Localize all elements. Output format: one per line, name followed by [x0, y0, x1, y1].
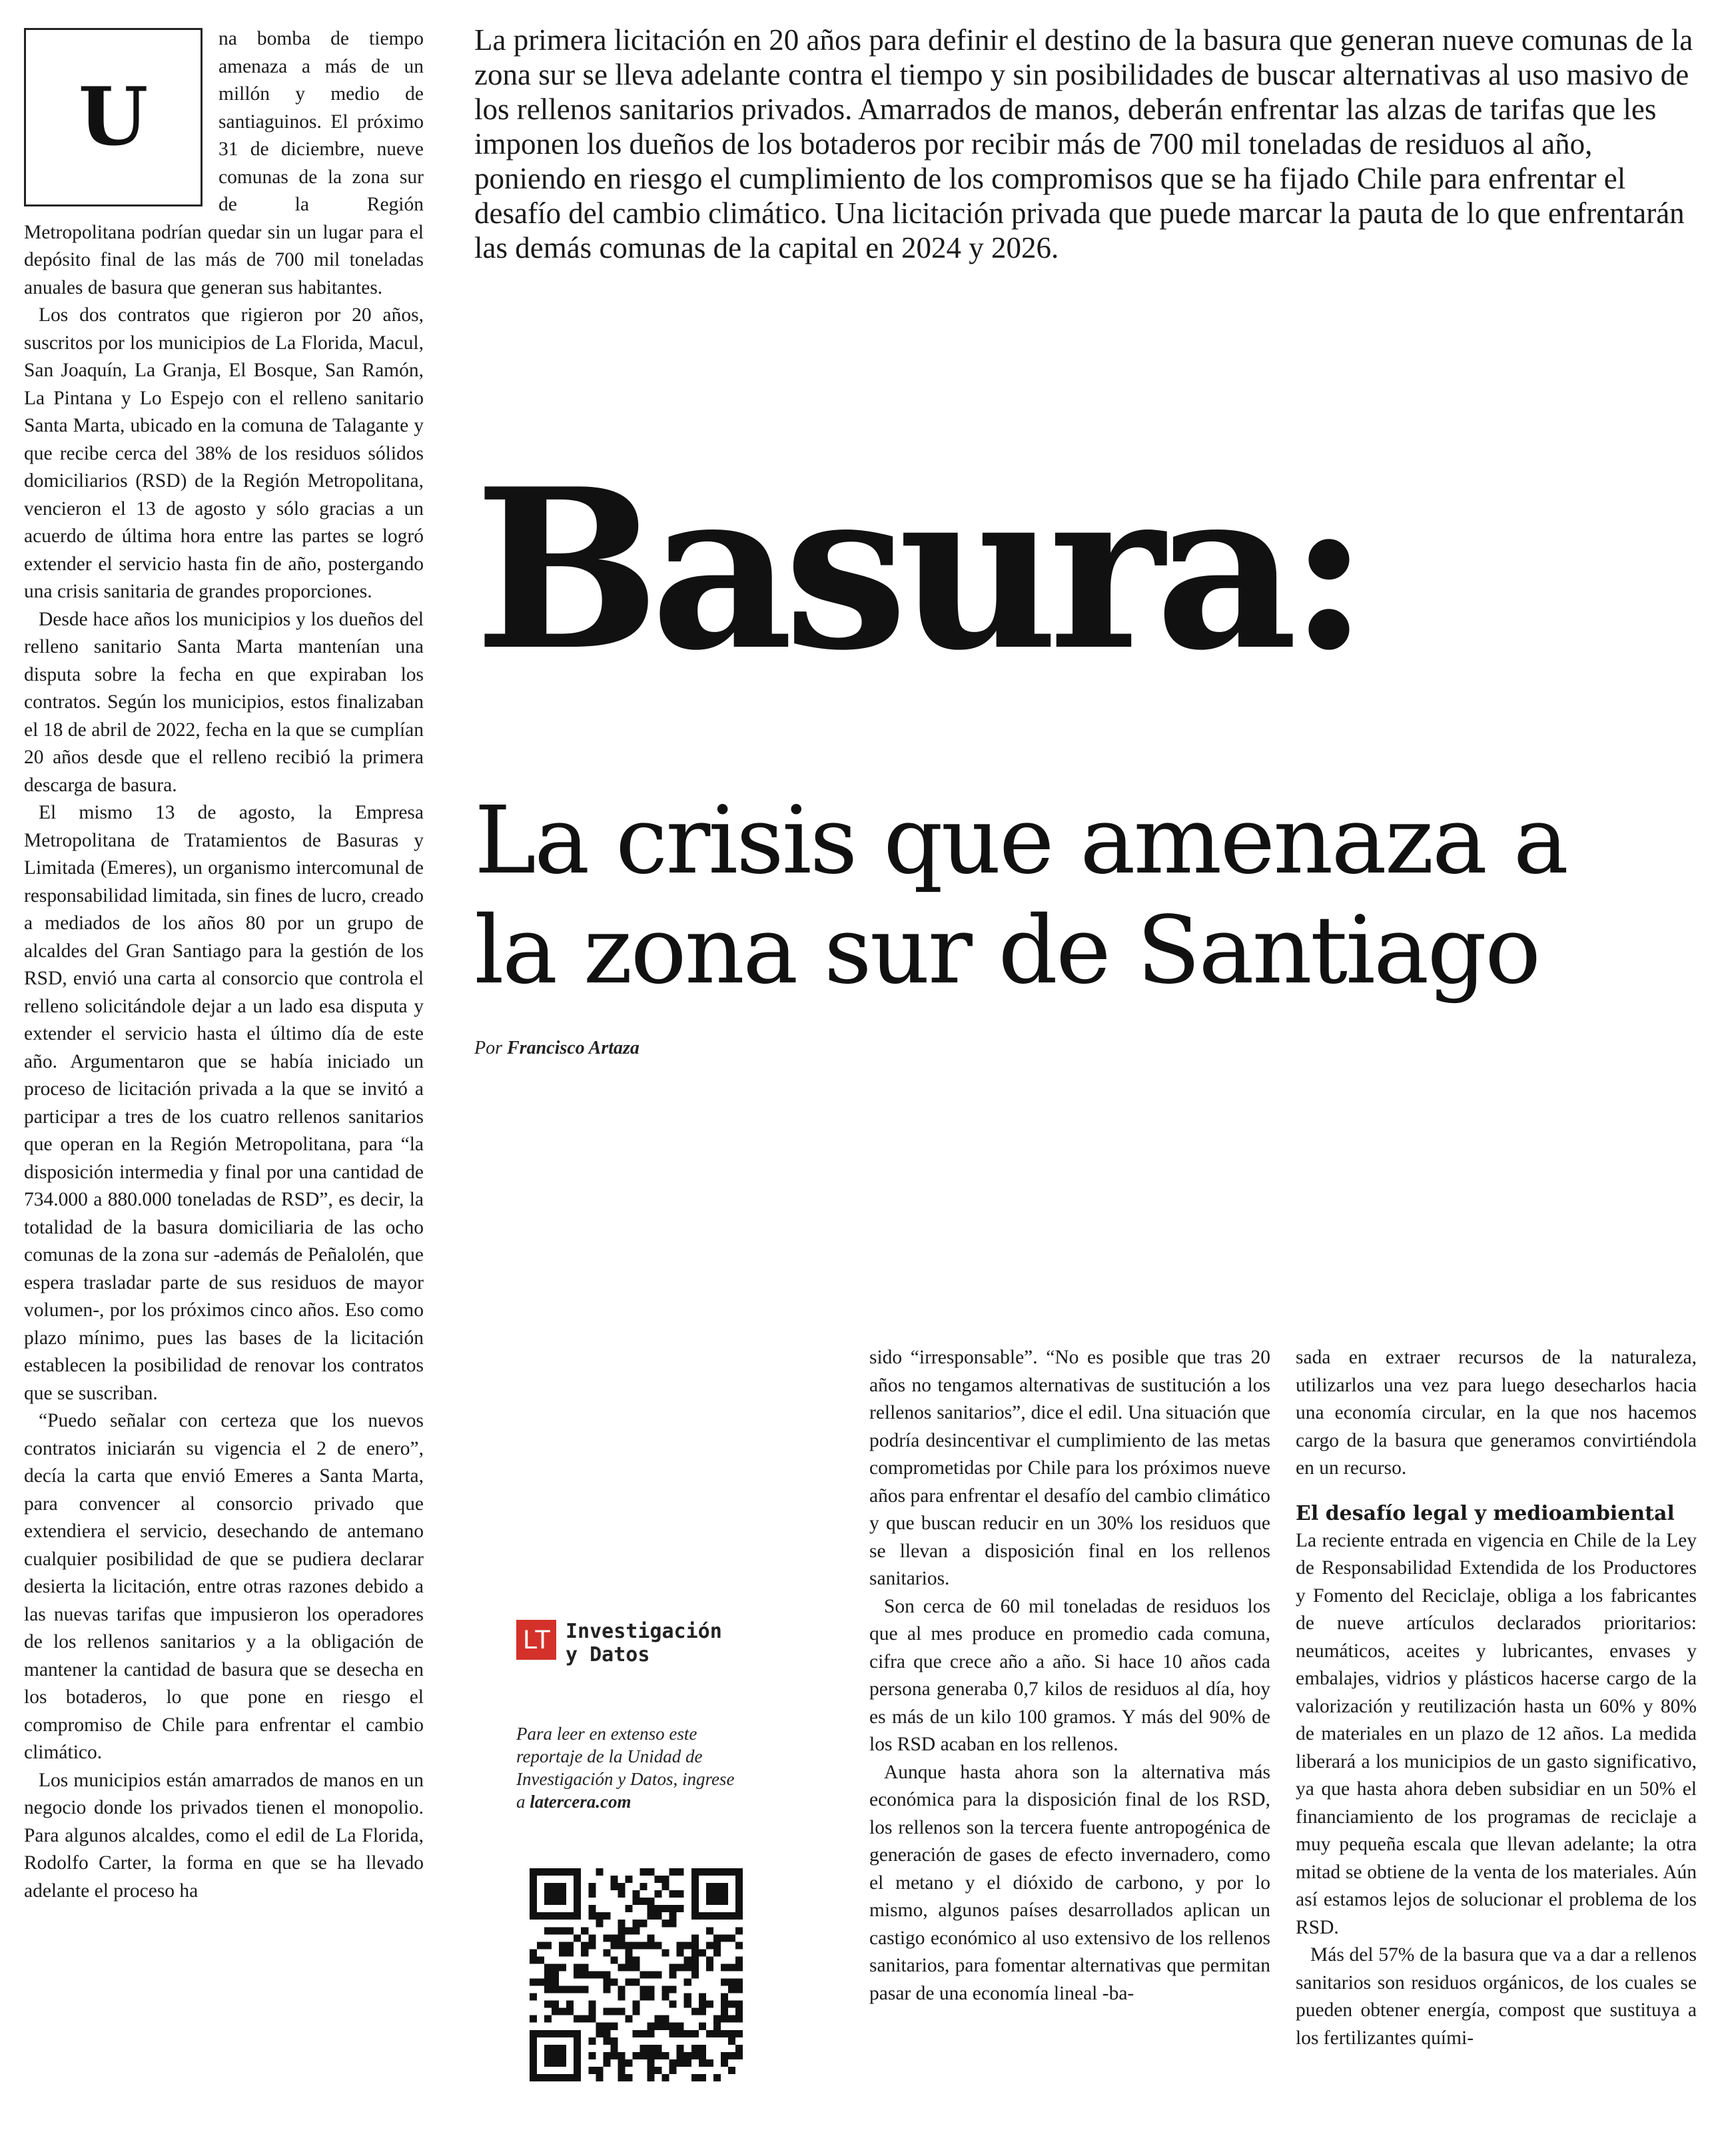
promo-text	[516, 1722, 736, 1813]
lt-logo-text	[566, 1620, 722, 1666]
dropcap: U	[24, 28, 203, 206]
article-column-1	[24, 25, 424, 1905]
first-paragraph-text: na bomba de tiempo amenaza a más de un millón y medio de santiaguinos. El próximo 31 de diciembre, nueve comunas de la zona sur de la Región Metropolitana podrían quedar sin un lugar para el depósito final de las más de 700 mil toneladas anuales de basura que generan sus habitantes.	[24, 28, 424, 298]
article-column-2	[869, 1344, 1270, 2007]
paragraph: Son cerca de 60 mil toneladas de residuos los que al mes produce en promedio cada comuna, cifra que crece año a año. Si hace 10 años cada persona generaba 0,7 kilos de residuos al día, hoy es más de un kilo 100 gramos. Y más del 90% de los RSD acaban en los rellenos.	[869, 1595, 1270, 1755]
promo-copy: Para leer en extenso este reportaje de la Unidad de Investigación y Datos, ingrese a	[516, 1724, 735, 1812]
paragraph: Los municipios están amarrados de manos en un negocio donde los privados tienen el monopolio. Para algunos alcaldes, como el edil de La Florida, Rodolfo Carter, la forma en que se ha llevado adelante el proceso ha	[24, 1769, 424, 1902]
subheadline: La crisis que amenaza a la zona sur de Santiago	[474, 787, 1567, 1005]
byline-author: Francisco Artaza	[507, 1038, 640, 1058]
section-heading: El desafío legal y medioambiental	[1296, 1501, 1675, 1525]
byline	[474, 1038, 640, 1059]
lt-logo-line2: y Datos	[566, 1643, 650, 1666]
paragraph: El mismo 13 de agosto, la Empresa Metropolitana de Tratamientos de Basuras y Limitada (Emeres), un organismo intercomunal de responsabilidad limitada, sin fines de lucro, creado a mediados de los años 80 por un grupo de alcaldes del Gran Santiago para la gestión de los RSD, envió una carta al consorcio que controla el relleno solicitándole dejar a un lado esa disputa y extender el servicio hasta el último día de este año. Argumentaron que se había iniciado un proceso de licitación privada a la que se invitó a participar a tres de los cuatro rellenos sanitarios que operan en la Región Metropolitana, para “la disposición intermedia y final por una cantidad de 734.000 a 880.000 toneladas de RSD”, es decir, la totalidad de la basura domiciliaria de las ocho comunas de la zona sur -además de Peñalolén, que espera trasladar parte de sus residuos de mayor volumen-, por los próximos cinco años. Eso como plazo mínimo, pues las bases de la licitación establecen la posibilidad de renovar los contratos que se suscriban.	[24, 802, 424, 1404]
paragraph: sido “irresponsable”. “No es posible que tras 20 años no tengamos alternativas de sustitución a los rellenos sanitarios”, dice el edil. Una situación que podría desincentivar el cumplimiento de las metas comprometidas por Chile para los próximos nueve años para enfrentar el desafío del cambio climático y que buscan reducir en un 30% los residuos que se llevan a disposición final en los rellenos sanitarios.	[869, 1347, 1271, 1589]
byline-prefix: Por	[474, 1038, 502, 1058]
article-column-3	[1296, 1344, 1697, 2052]
paragraph: Más del 57% de la basura que va a dar a rellenos sanitarios son residuos orgánicos, de los cuales se pueden obtener energía, compost que sustituya a los fertilizantes quími-	[1296, 1944, 1697, 2049]
promo-link[interactable]: latercera.com	[530, 1792, 632, 1812]
lt-logo-mark: LT	[516, 1620, 556, 1660]
paragraph: sada en extraer recursos de la naturaleza, utilizarlos una vez para luego desecharlos hacia una economía circular, en la que nos hacemos cargo de la basura que generamos convirtiéndola en un recurso.	[1296, 1347, 1697, 1479]
lt-logo-line1: Investigación	[566, 1620, 722, 1643]
lead-paragraph: La primera licitación en 20 años para definir el destino de la basura que generan nueve comunas de la zona sur se lleva adelante contra el tiempo y sin posibilidades de buscar alternativas al uso masivo de los rellenos sanitarios privados. Amarrados de manos, deberán enfrentar las alzas de tarifas que les imponen los dueños de los botaderos por recibir más de 700 mil toneladas de residuos al año, poniendo en riesgo el cumplimiento de los compromisos que se ha fijado Chile para enfrentar el desafío del cambio climático. Una licitación privada que puede marcar la pauta de lo que enfrentarán las demás comunas de la capital en 2024 y 2026.	[474, 23, 1693, 264]
headline: Basura:	[474, 440, 1360, 699]
qr-code-icon[interactable]	[530, 1868, 743, 2081]
paragraph: “Puedo señalar con certeza que los nuevos contratos iniciarán su vigencia el 2 de enero”, decía la carta que envió Emeres a Santa Marta, para convencer al consorcio privado que extendiera el servicio, desechando de antemano cualquier posibilidad de que se pudiera declarar desierta la licitación, entre otras razones debido a las nuevas tarifas que impusieron los operadores de los rellenos sanitarios y a la obligación de mantener la cantidad de basura que se desecha en los botaderos, lo que pone en riesgo el compromiso de Chile para enfrentar el cambio climático.	[24, 1410, 424, 1763]
lt-investigacion-logo	[516, 1620, 722, 1666]
paragraph: Desde hace años los municipios y los dueños del relleno sanitario Santa Marta mantenían una disputa sobre la fecha en que expiraban los contratos. Según los municipios, estos finalizaban el 18 de abril de 2022, fecha en la que se cumplían 20 años desde que el relleno recibió la primera descarga de basura.	[24, 608, 424, 796]
paragraph: Los dos contratos que rigieron por 20 años, suscritos por los municipios de La Florida, Macul, San Joaquín, La Granja, El Bosque, San Ramón, La Pintana y Lo Espejo con el relleno sanitario Santa Marta, ubicado en la comuna de Talagante y que recibe cerca del 38% de los residuos sólidos domiciliarios (RSD) de la Región Metropolitana, vencieron el 13 de agosto y sólo gracias a un acuerdo de última hora entre las partes se logró extender el servicio hasta fin de año, postergando una crisis sanitaria de grandes proporciones.	[24, 304, 424, 602]
paragraph: Aunque hasta ahora son la alternativa más económica para la disposición final de los RSD, los rellenos son la tercera fuente antropogénica de generación de gases de efecto invernadero, como el metano y el dióxido de carbono, y por lo mismo, algunos países desarrollados aplican un castigo económico al uso extensivo de los rellenos sanitarios, para fomentar alternativas que permitan pasar de una economía lineal -ba-	[869, 1761, 1270, 2004]
first-paragraph	[24, 25, 424, 302]
paragraph: La reciente entrada en vigencia en Chile de la Ley de Responsabilidad Extendida de los Productores y Fomento del Reciclaje, obliga a los fabricantes de nueve artículos declarados prioritarios: neumáticos, aceites y lubricantes, envases y embalajes, vidrios y plásticos hacerse cargo de la valorización y reutilización hasta un 60% y 80% de materiales en un plazo de 12 años. La medida liberará a los municipios de un gasto significativo, ya que hasta ahora deben subsidiar en un 50% el financiamiento de los programas de reciclaje a muy pequeña escala que llevan adelante; la otra mitad se obtiene de la venta de los materiales. Aún así estamos lejos de solucionar el problema de los RSD.	[1296, 1529, 1697, 1938]
